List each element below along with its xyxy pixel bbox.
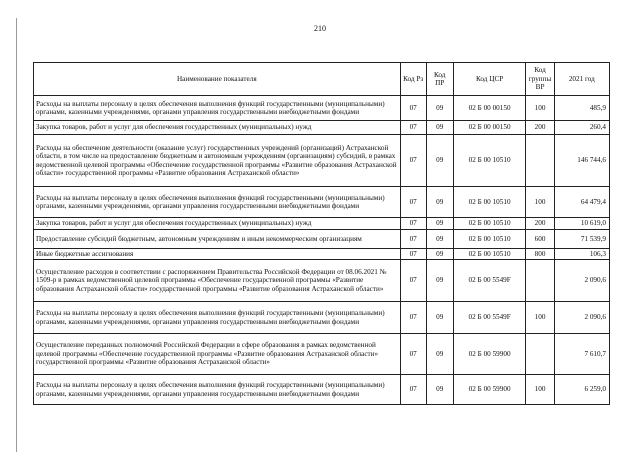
row-name: Расходы на выплаты персоналу в целях обеспечения выполнения функций государственными (муниципальными) органами, казенными учреждениями, органами управления государственными внебюджетными фондами — [34, 375, 401, 405]
row-vr: 200 — [526, 121, 554, 135]
row-vr — [526, 135, 554, 187]
row-vr — [526, 260, 554, 302]
row-csr: 02 Б 00 00150 — [453, 121, 526, 135]
table-row — [34, 121, 610, 135]
row-vr: 600 — [526, 230, 554, 249]
row-name: Расходы на выплаты персоналу в целях обеспечения выполнения функций государственными (муниципальными) органами, казенными учреждениями, органами управления государственными внебюджетными фондами — [34, 302, 401, 334]
row-pr: 09 — [426, 302, 453, 334]
row-name: Осуществление расходов в соответствии с распоряжением Правительства Российской Федерации от 08.06.2021 № 1509-р в рамках ведомственной целевой программы «Обеспечение государственной программы «Развитие образования Астраханской области» государственной программы «Развитие образования Астраханской области» — [34, 260, 401, 302]
row-amount: 7 610,7 — [554, 334, 609, 375]
row-vr: 200 — [526, 218, 554, 230]
row-amount: 71 539,9 — [554, 230, 609, 249]
row-name: Закупка товаров, работ и услуг для обеспечения государственных (муниципальных) нужд — [34, 121, 401, 135]
row-amount: 146 744,6 — [554, 135, 609, 187]
row-csr: 02 Б 00 10510 — [453, 135, 526, 187]
table-row — [34, 302, 610, 334]
row-vr: 100 — [526, 302, 554, 334]
row-csr: 02 Б 00 59900 — [453, 334, 526, 375]
row-name: Осуществление переданных полномочий Российской Федерации в сфере образования в рамках ведомственной целевой программы «Обеспечение государственной программы «Развитие образования Астраханской области» государственной программы «Развитие образования Астраханской области» — [34, 334, 401, 375]
budget-table — [33, 62, 610, 405]
table-row — [34, 260, 610, 302]
row-rz: 07 — [400, 302, 426, 334]
row-rz: 07 — [400, 135, 426, 187]
row-rz: 07 — [400, 260, 426, 302]
page-number: 210 — [314, 24, 326, 33]
row-vr: 800 — [526, 249, 554, 260]
row-csr: 02 Б 00 10510 — [453, 218, 526, 230]
row-rz: 07 — [400, 96, 426, 121]
row-csr: 02 Б 00 59900 — [453, 375, 526, 405]
row-rz: 07 — [400, 187, 426, 218]
row-pr: 09 — [426, 135, 453, 187]
row-amount: 106,3 — [554, 249, 609, 260]
header-vr: Код группы ВР — [526, 63, 554, 96]
row-vr: 100 — [526, 187, 554, 218]
table-row — [34, 187, 610, 218]
row-amount: 260,4 — [554, 121, 609, 135]
row-amount: 485,9 — [554, 96, 609, 121]
row-pr: 09 — [426, 187, 453, 218]
row-rz: 07 — [400, 121, 426, 135]
table-row — [34, 249, 610, 260]
row-pr: 09 — [426, 121, 453, 135]
row-amount: 2 090,6 — [554, 260, 609, 302]
row-rz: 07 — [400, 230, 426, 249]
row-vr: 100 — [526, 96, 554, 121]
row-csr: 02 Б 00 10510 — [453, 249, 526, 260]
header-year: 2021 год — [554, 63, 609, 96]
row-name: Расходы на обеспечение деятельности (оказание услуг) государственных учреждений (организаций) Астраханской области, в том числе на предоставление бюджетным и автономным учреждениям (организациям) субсидий, в рамках ведомственной целевой программы «Обеспечение государственной программы «Развитие образования Астраханской области» государственной программы «Развитие образования Астраханской области» — [34, 135, 401, 187]
row-pr: 09 — [426, 96, 453, 121]
row-vr — [526, 334, 554, 375]
row-vr: 100 — [526, 375, 554, 405]
header-rz: Код Рз — [400, 63, 426, 96]
row-amount: 6 259,0 — [554, 375, 609, 405]
row-rz: 07 — [400, 249, 426, 260]
row-rz: 07 — [400, 375, 426, 405]
table-row — [34, 218, 610, 230]
row-csr: 02 Б 00 00150 — [453, 96, 526, 121]
row-pr: 09 — [426, 260, 453, 302]
table-row — [34, 96, 610, 121]
row-csr: 02 Б 00 10510 — [453, 230, 526, 249]
row-csr: 02 Б 00 5549F — [453, 302, 526, 334]
row-name: Предоставление субсидий бюджетным, автономным учреждениям и иным некоммерческим организациям — [34, 230, 401, 249]
row-amount: 10 619,0 — [554, 218, 609, 230]
row-pr: 09 — [426, 334, 453, 375]
row-amount: 2 090,6 — [554, 302, 609, 334]
row-name: Иные бюджетные ассигнования — [34, 249, 401, 260]
table-row — [34, 135, 610, 187]
table-row — [34, 375, 610, 405]
header-csr: Код ЦСР — [453, 63, 526, 96]
header-name: Наименование показателя — [34, 63, 401, 96]
row-amount: 64 479,4 — [554, 187, 609, 218]
header-pr: Код ПР — [426, 63, 453, 96]
scan-edge-line — [16, 18, 17, 452]
row-rz: 07 — [400, 218, 426, 230]
table-row — [34, 230, 610, 249]
row-name: Расходы на выплаты персоналу в целях обеспечения выполнения функций государственными (муниципальными) органами, казенными учреждениями, органами управления государственными внебюджетными фондами — [34, 96, 401, 121]
table-row — [34, 334, 610, 375]
row-pr: 09 — [426, 375, 453, 405]
header-row — [34, 63, 610, 96]
row-pr: 09 — [426, 230, 453, 249]
row-rz: 07 — [400, 334, 426, 375]
row-name: Расходы на выплаты персоналу в целях обеспечения выполнения функций государственными (муниципальными) органами, казенными учреждениями, органами управления государственными внебюджетными фондами — [34, 187, 401, 218]
row-name: Закупка товаров, работ и услуг для обеспечения государственных (муниципальных) нужд — [34, 218, 401, 230]
row-csr: 02 Б 00 5549F — [453, 260, 526, 302]
row-csr: 02 Б 00 10510 — [453, 187, 526, 218]
row-pr: 09 — [426, 249, 453, 260]
row-pr: 09 — [426, 218, 453, 230]
